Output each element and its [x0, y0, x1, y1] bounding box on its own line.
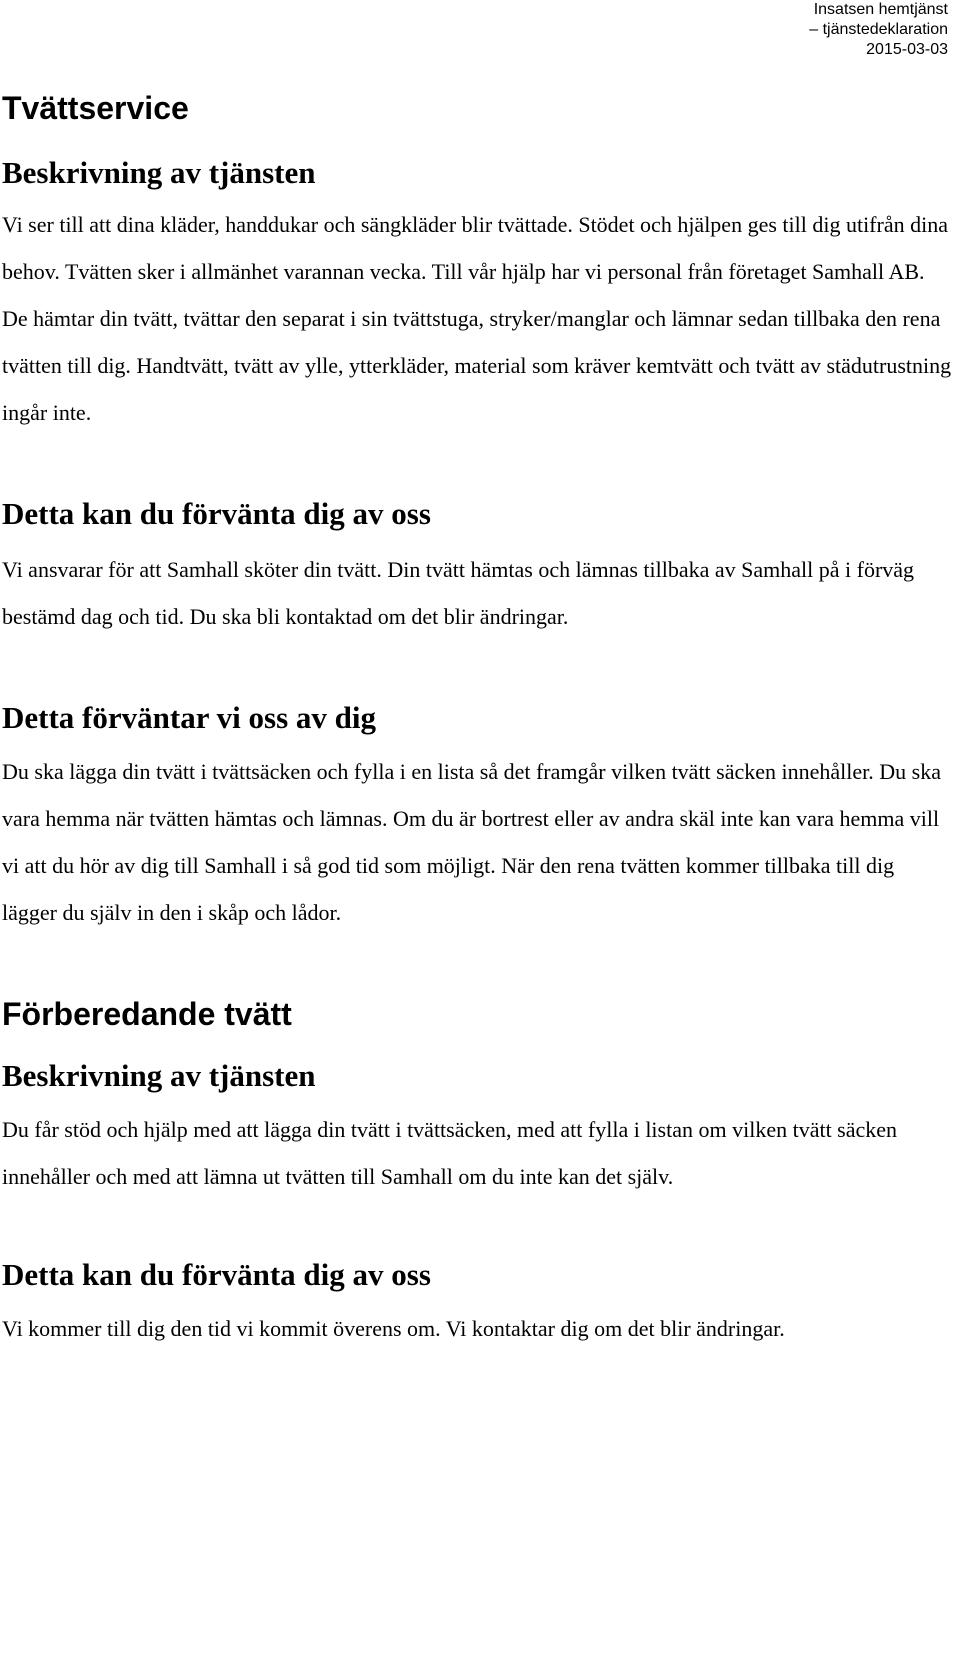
- subsection-text: Du ska lägga din tvätt i tvättsäcken och fylla i en lista så det framgår vilken tvätt säcken innehåller. Du ska vara hemma när tvätten hämtas och lämnas. Om du är bortrest eller av andra skäl inte kan vara hemma vill vi att du hör av dig till Samhall i så god tid som möjligt. När den rena tvätten kommer tillbaka till dig lägger du själv in den i skåp och lådor.: [2, 759, 941, 925]
- subsection-heading: Beskrivning av tjänsten: [2, 155, 316, 190]
- subsection-text: Vi ansvarar för att Samhall sköter din tvätt. Din tvätt hämtas och lämnas tillbaka av Samhall på i förväg bestämd dag och tid. Du ska bli kontaktad om det blir ändringar.: [2, 557, 915, 629]
- document-header: [648, 0, 948, 60]
- section-title-forberedande-tvatt: Förberedande tvätt: [2, 996, 292, 1032]
- subsection-heading: Detta kan du förvänta dig av oss: [2, 1257, 431, 1292]
- document-body: [2, 88, 952, 1352]
- header-document-title: Insatsen hemtjänst: [813, 1, 948, 18]
- subsection-text: Du får stöd och hjälp med att lägga din tvätt i tvättsäcken, med att fylla i listan om vilken tvätt säcken innehåller och med att lämna ut tvätten till Samhall om du inte kan det själv.: [2, 1117, 898, 1189]
- header-document-date: 2015-03-03: [866, 41, 948, 58]
- subsection-heading: Detta kan du förvänta dig av oss: [2, 496, 431, 531]
- header-document-subtitle: – tjänstedeklaration: [809, 21, 948, 38]
- subsection-text: Vi ser till att dina kläder, handdukar och sängkläder blir tvättade. Stödet och hjälpen ges till dig utifrån dina behov. Tvätten sker i allmänhet varannan vecka. Till vår hjälp har vi personal från företaget Samhall AB. De hämtar din tvätt, tvättar den separat i sin tvättstuga, stryker/manglar och lämnar sedan tillbaka den rena tvätten till dig. Handtvätt, tvätt av ylle, ytterkläder, material som kräver kemtvätt och tvätt av städutrustning ingår inte.: [2, 212, 952, 425]
- subsection-heading: Beskrivning av tjänsten: [2, 1058, 316, 1093]
- subsection-heading: Detta förväntar vi oss av dig: [2, 700, 376, 735]
- subsection-text: Vi kommer till dig den tid vi kommit överens om. Vi kontaktar dig om det blir ändringar.: [2, 1316, 785, 1341]
- section-title-tvattservice: Tvättservice: [2, 90, 189, 126]
